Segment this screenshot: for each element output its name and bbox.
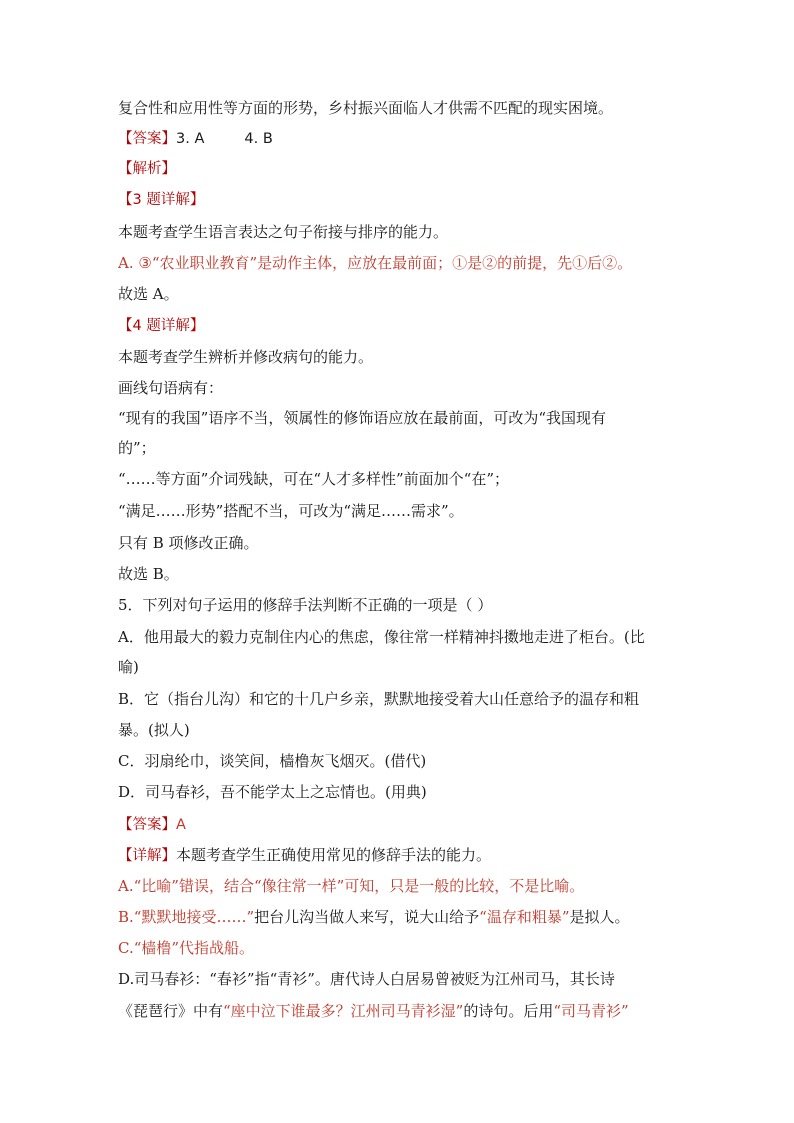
text-line: 故选 B。 xyxy=(118,565,179,583)
explanation-b xyxy=(118,906,688,928)
explanation-a: A.“比喻”错误，结合“像往常一样”可知，只是一般的比较，不是比喻。 xyxy=(118,877,585,895)
text-line: “满足……形势”搭配不当，可改为“满足……需求”。 xyxy=(118,502,464,520)
analysis-heading xyxy=(118,157,688,180)
text-line: 本题考查学生语言表达之句子衔接与排序的能力。 xyxy=(118,223,449,241)
answer-4: 4. B xyxy=(244,131,273,147)
q3-detail-tag: 【3 题详解】 xyxy=(118,192,205,208)
option-c: C．羽扇纶巾，谈笑间，樯橹灰飞烟灭。(借代) xyxy=(118,752,427,770)
answer-line xyxy=(118,127,688,150)
explanation-c: C.“樯橹”代指战船。 xyxy=(118,939,255,957)
explanation-d-part: 的诗句。后用 xyxy=(463,1002,554,1020)
option-b-cont: 暴。(拟人) xyxy=(118,721,190,739)
text-line: 只有 B 项修改正确。 xyxy=(118,534,259,552)
explanation-d-part: “座中泣下谁最多？江州司马青衫湿” xyxy=(223,1002,464,1020)
analysis-tag: 【解析】 xyxy=(118,161,176,177)
q3-conclusion: 故选 A。 xyxy=(118,285,179,303)
detail-tag: 【详解】 xyxy=(118,848,176,864)
answer-3: 3. A xyxy=(176,131,205,147)
question-5: 5．下列对句子运用的修辞手法判断不正确的一项是（ ） xyxy=(118,596,493,614)
explanation-d-part: “司马青衫” xyxy=(553,1002,629,1020)
explanation-d-cont xyxy=(118,1000,688,1022)
option-b: B．它（指台儿沟）和它的十几户乡亲，默默地接受着大山任意给予的温存和粗 xyxy=(118,690,640,708)
explanation-b-part: “温存和粗暴” xyxy=(479,908,570,926)
answer-5-line xyxy=(118,813,688,836)
explanation-d: D.司马春衫：“春衫”指“青衫”。唐代诗人白居易曾被贬为江州司马，其长诗 xyxy=(118,970,615,988)
explanation-b-part: 是拟人。 xyxy=(569,908,630,926)
text-line: 的”； xyxy=(118,439,156,457)
text-line: “现有的我国”语序不当，领属性的修饰语应放在最前面，可改为“我国现有 xyxy=(118,409,607,427)
text-line: 画线句语病有： xyxy=(118,379,224,397)
option-d: D．司马春衫，吾不能学太上之忘情也。(用典) xyxy=(118,783,427,801)
q4-detail-tag: 【4 题详解】 xyxy=(118,318,205,334)
text-line: 复合性和应用性等方面的形势，乡村振兴面临人才供需不匹配的现实困境。 xyxy=(118,99,614,117)
detail-5-line xyxy=(118,844,688,867)
q4-detail-heading xyxy=(118,314,688,337)
q3-explanation: A. ③“农业职业教育”是动作主体，应放在最前面；①是②的前提，先①后②。 xyxy=(118,254,633,272)
q3-detail-heading xyxy=(118,188,688,211)
explanation-b-part: 把台儿沟当做人来写，说大山给予 xyxy=(254,908,480,926)
answer-5-value: A xyxy=(176,817,186,833)
text-line: “……等方面”介词残缺，可在“人才多样性”前面加个“在”； xyxy=(118,470,510,488)
answer-tag: 【答案】 xyxy=(118,131,176,147)
explanation-d-part: 《琵琶行》中有 xyxy=(118,1002,224,1020)
answer-tag: 【答案】 xyxy=(118,817,176,833)
explanation-b-part: B.“默默地接受……” xyxy=(118,908,255,926)
option-a: A．他用最大的毅力克制住内心的焦虑，像往常一样精神抖擞地走进了柜台。(比 xyxy=(118,628,645,646)
option-a-cont: 喻) xyxy=(118,658,139,676)
detail-5-text: 本题考查学生正确使用常见的修辞手法的能力。 xyxy=(176,846,492,864)
text-line: 本题考查学生辨析并修改病句的能力。 xyxy=(118,348,374,366)
